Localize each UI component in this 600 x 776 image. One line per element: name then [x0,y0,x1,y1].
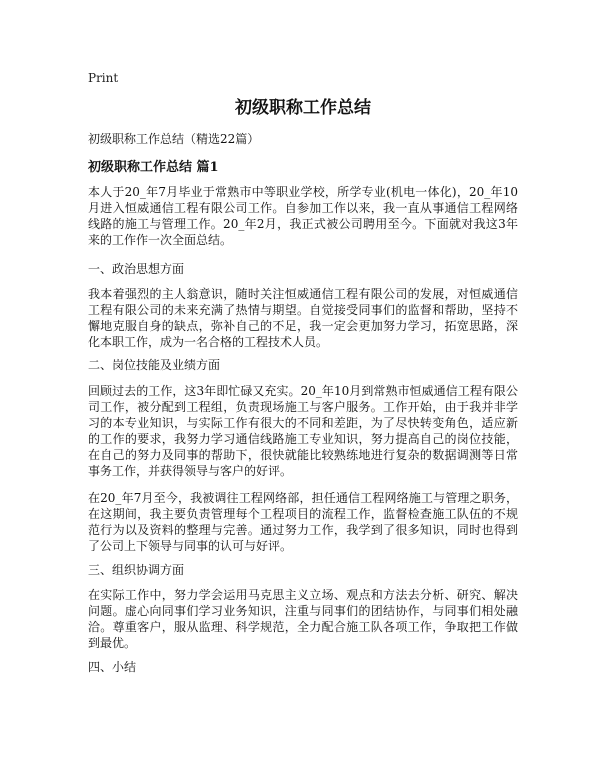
document-subtitle: 初级职称工作总结（精选22篇） [88,132,260,146]
skills-paragraph-1: 回顾过去的工作，这3年即忙碌又充实。20_年10月到常熟市恒威通信工程有限公司工作，被分配到工程组，负责现场施工与客户服务。工作开始，由于我并非学习的本专业知识，与实际工作有很大的不同和差距，为了尽快转变角色，适应新的工作的要求，我努力学习通信线路施工专业知识，努力提高自己的岗位技能，在自己的努力及同事的帮助下，很快就能比较熟练地进行复杂的数据调测等日常事务工作，并获得领导与客户的好评。 [88,384,518,478]
coordination-paragraph: 在实际工作中，努力学会运用马克思主义立场、观点和方法去分析、研究、解决问题。虚心向同事们学习业务知识，注重与同事们的团结协作，与同事们相处融洽。尊重客户，服从监理、科学规范，全力配合施工队各项工作，争取把工作做到最优。 [88,588,518,650]
section-heading: 初级职称工作总结 篇1 [88,160,219,175]
heading-summary: 四、小结 [88,660,137,674]
page-title: 初级职称工作总结 [235,98,371,118]
heading-political: 一、政治思想方面 [88,262,185,276]
intro-paragraph: 本人于20_年7月毕业于常熟市中等职业学校，所学专业(机电一体化)，20_年10月进入恒威通信工程有限公司工作。自参加工作以来，我一直从事通信工程网络线路的施工与管理工作。20_年2月，我正式被公司聘用至今。下面就对我这3年来的工作作一次全面总结。 [88,185,518,247]
political-paragraph: 我本着强烈的主人翁意识，随时关注恒威通信工程有限公司的发展，对恒威通信工程有限公司的未来充满了热情与期望。自觉接受同事们的监督和帮助，坚持不懈地克服自身的缺点，弥补自己的不足，我一定会更加努力学习，拓宽思路，深化本职工作，成为一名合格的工程技术人员。 [88,287,518,349]
heading-skills: 二、岗位技能及业绩方面 [88,358,221,372]
print-link[interactable]: Print [88,71,119,85]
skills-paragraph-2: 在20_年7月至今，我被调往工程网络部，担任通信工程网络施工与管理之职务，在这期间，我主要负责管理每个工程项目的流程工作，监督检查施工队伍的不规范行为以及资料的整理与完善。通过努力工作，我学到了很多知识，同时也得到了公司上下领导与同事的认可与好评。 [88,491,518,553]
heading-coordination: 三、组织协调方面 [88,563,185,577]
